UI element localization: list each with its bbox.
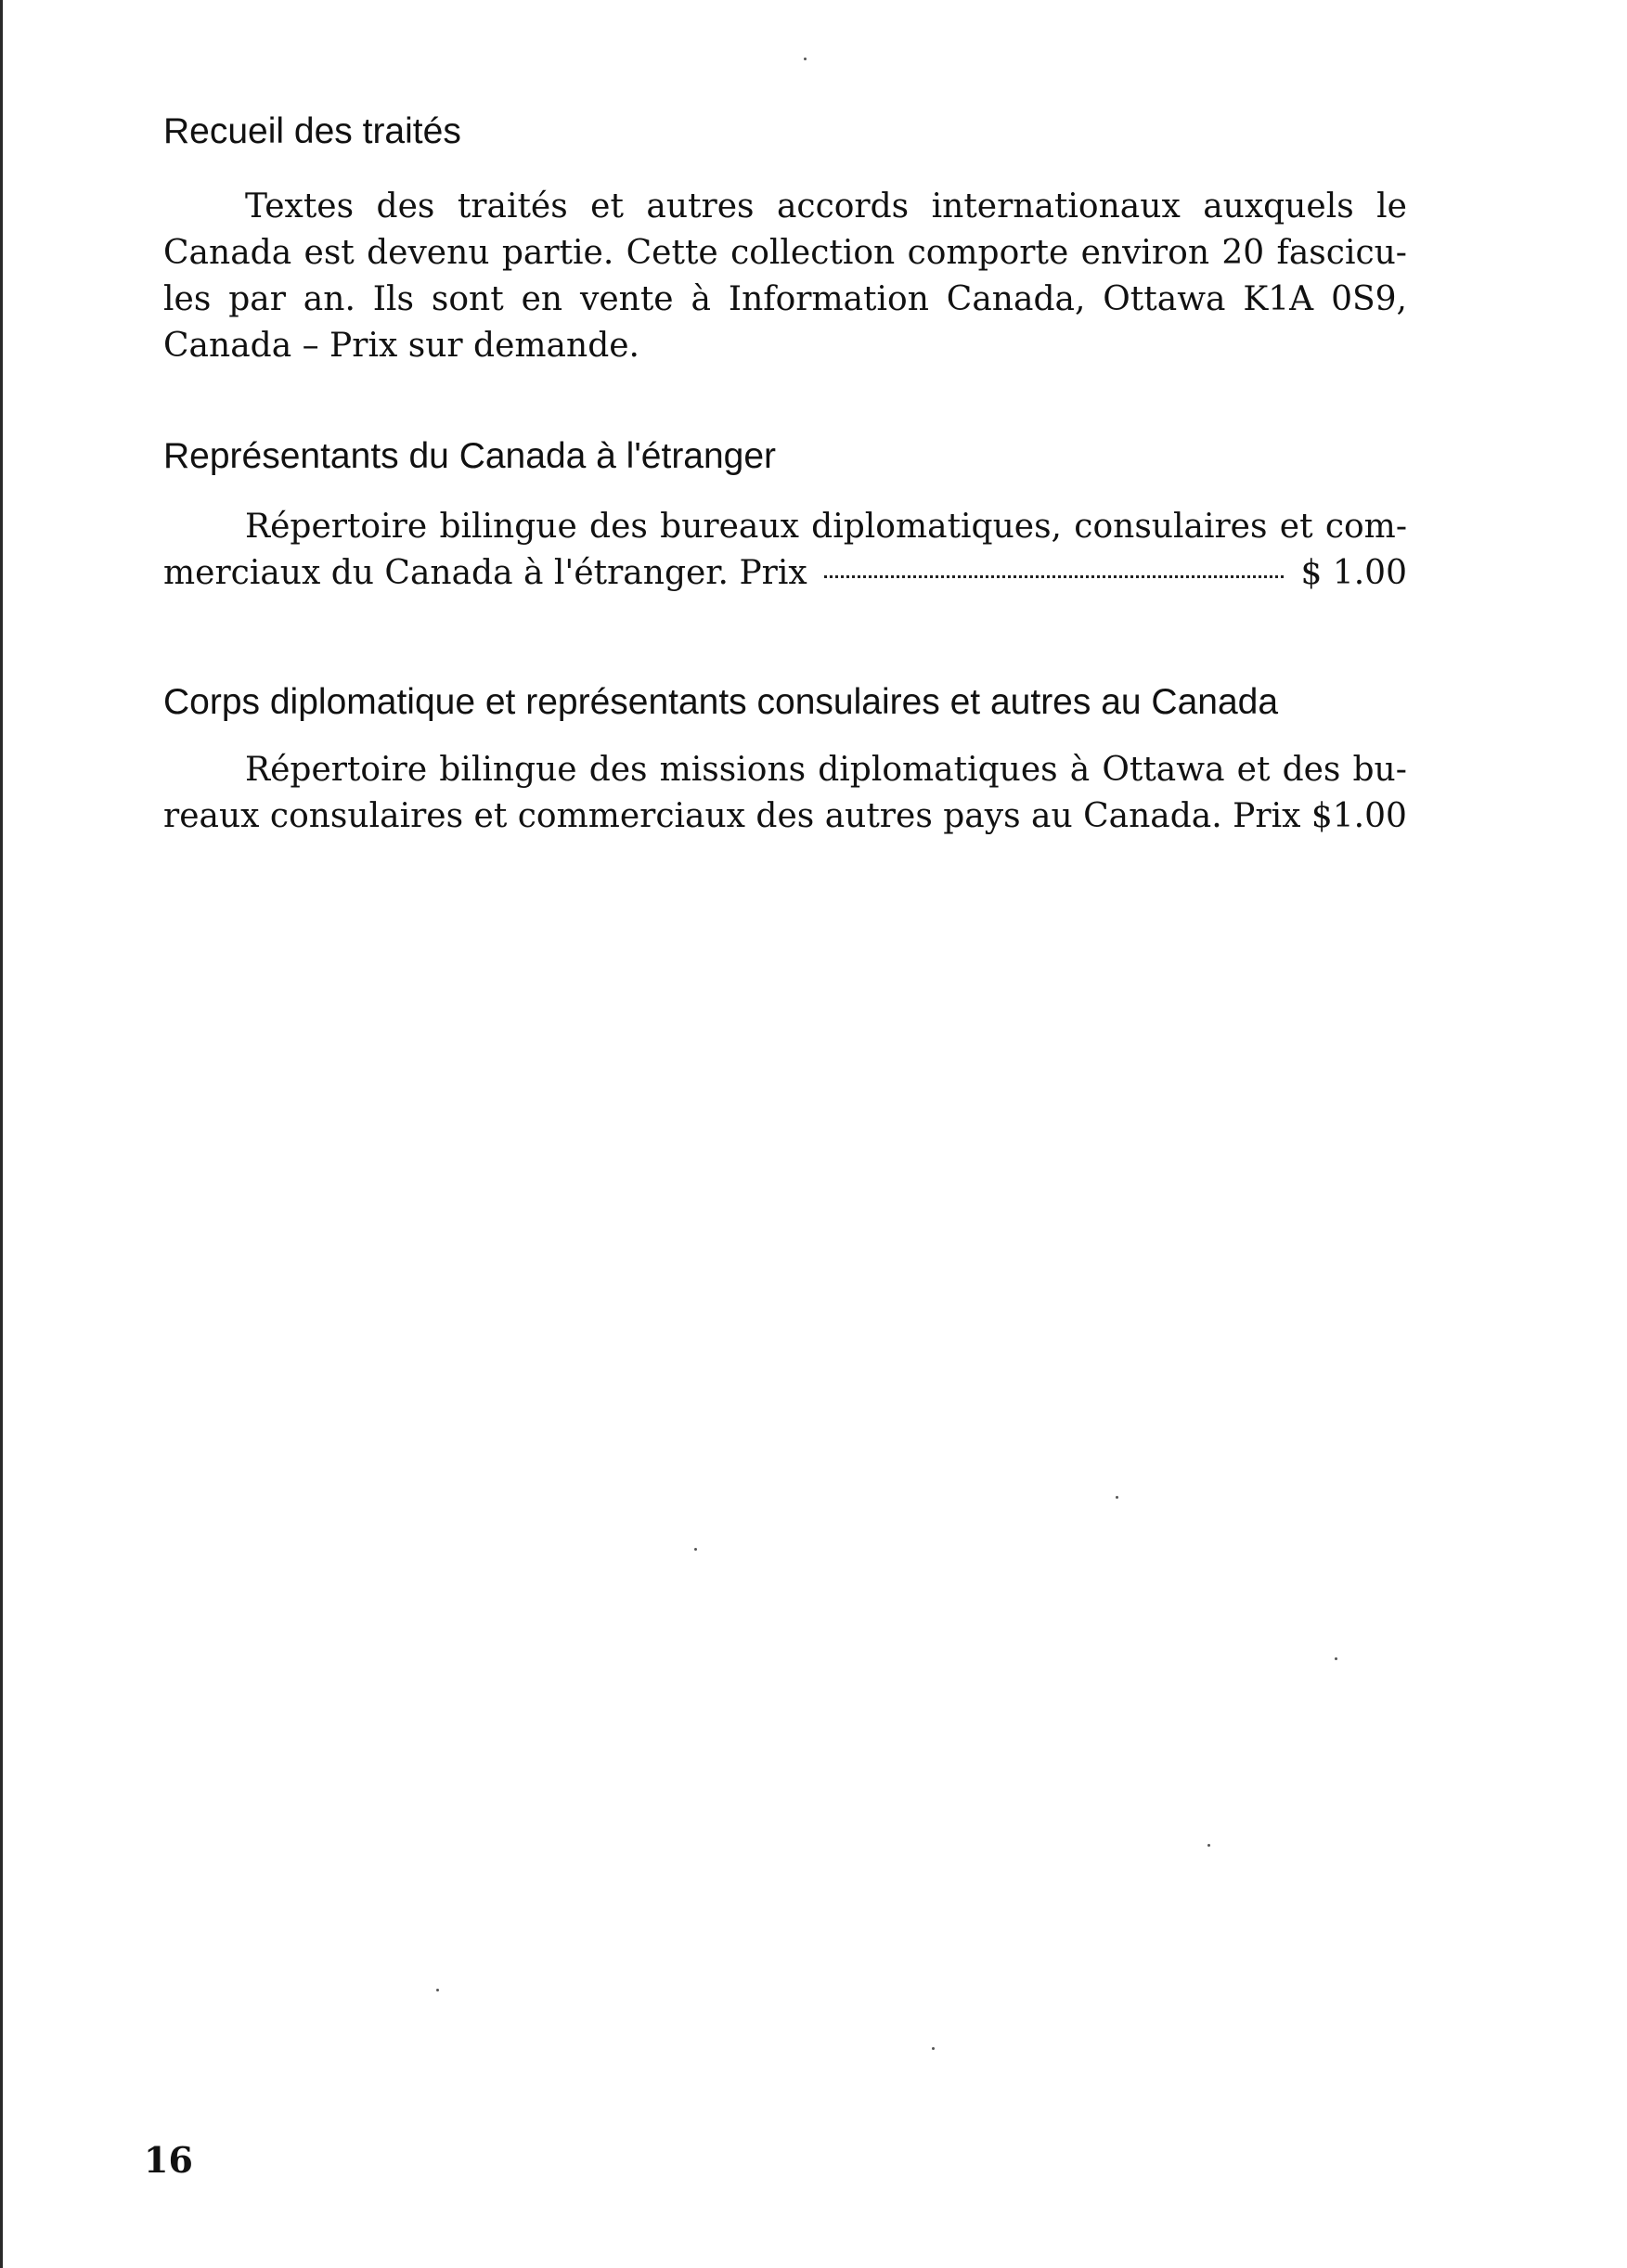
word: bilingue (439, 751, 577, 789)
scan-speck (1335, 1657, 1337, 1660)
word: pays (943, 797, 1021, 835)
word: 20 (1221, 234, 1265, 272)
word: fascicu- (1276, 234, 1407, 272)
word: autres (824, 797, 933, 835)
word: Ils (372, 280, 414, 318)
word: des (589, 508, 648, 546)
page-number: 16 (144, 2139, 193, 2181)
word: traités (457, 187, 568, 226)
dot-leader (824, 575, 1285, 578)
word: le (1376, 187, 1407, 226)
word: bureaux (660, 508, 799, 546)
word: bu- (1352, 751, 1407, 789)
scan-speck (1116, 1496, 1118, 1499)
scan-speck (694, 1548, 697, 1551)
word: des (588, 751, 648, 789)
word: K1A (1243, 280, 1314, 318)
paragraph-line (163, 793, 1407, 840)
word: des (1282, 751, 1341, 789)
word: des (755, 797, 815, 835)
section-heading-representants: Représentants du Canada à l'étranger (163, 436, 777, 476)
word: consulaires (269, 797, 464, 835)
word: est (303, 234, 355, 272)
word: les (163, 280, 212, 318)
scan-speck (1207, 1844, 1210, 1847)
word: Cette (626, 234, 718, 272)
word: à (1069, 751, 1091, 789)
scan-edge (0, 0, 3, 2268)
word: diplomatiques (818, 751, 1058, 789)
section-heading-recueil: Recueil des traités (163, 111, 461, 151)
scan-speck (804, 58, 807, 60)
word: à (691, 280, 711, 318)
section-paragraph-representants (163, 504, 1407, 597)
word: diplomatiques, (811, 508, 1062, 546)
word: et (1279, 508, 1313, 546)
word: autres (646, 187, 755, 226)
paragraph-line (163, 184, 1407, 230)
word: Textes (245, 187, 355, 226)
word: commerciaux (517, 797, 745, 835)
word: des (376, 187, 435, 226)
section-paragraph-corps-diplomatique (163, 747, 1407, 840)
word: $1.00 (1311, 797, 1407, 835)
section-heading-corps-diplomatique: Corps diplomatique et représentants consulaires et autres au Canada (163, 682, 1279, 722)
word: et (1236, 751, 1271, 789)
word: Information (728, 280, 929, 318)
word: Ottawa (1103, 280, 1226, 318)
word: consulaires (1074, 508, 1268, 546)
price-line (163, 550, 1407, 597)
paragraph-line (163, 230, 1407, 277)
word: auxquels (1203, 187, 1354, 226)
paragraph-line (163, 277, 1407, 323)
word: Ottawa (1102, 751, 1225, 789)
word: environ (1080, 234, 1210, 272)
word: au (1031, 797, 1073, 835)
word: et (473, 797, 508, 835)
word: vente (579, 280, 674, 318)
word: collection (730, 234, 896, 272)
word: sont (431, 280, 504, 318)
word: devenu (367, 234, 490, 272)
word: Répertoire (245, 508, 428, 546)
word: missions (659, 751, 807, 789)
word: internationaux (931, 187, 1181, 226)
word: Canada (163, 234, 292, 272)
price-value: $ 1.00 (1300, 554, 1407, 592)
word: Canada – Prix sur demande. (163, 327, 639, 365)
word: com- (1324, 508, 1407, 546)
word: Prix (1233, 797, 1301, 835)
word: Canada, (946, 280, 1086, 318)
word: Répertoire (245, 751, 428, 789)
word: an. (303, 280, 355, 318)
paragraph-line (163, 747, 1407, 793)
scan-speck (436, 1989, 439, 1991)
word: accords (776, 187, 910, 226)
price-line-text: merciaux du Canada à l'étranger. Prix (163, 554, 807, 592)
word: et (590, 187, 624, 226)
word: reaux (163, 797, 260, 835)
scan-speck (932, 2047, 935, 2050)
section-paragraph-recueil (163, 184, 1407, 369)
word: comporte (907, 234, 1069, 272)
word: 0S9, (1331, 280, 1407, 318)
word: en (521, 280, 563, 318)
word: Canada. (1083, 797, 1222, 835)
word: bilingue (439, 508, 577, 546)
word: partie. (501, 234, 614, 272)
word: par (228, 280, 286, 318)
paragraph-line (163, 323, 1407, 369)
paragraph-line (163, 504, 1407, 550)
